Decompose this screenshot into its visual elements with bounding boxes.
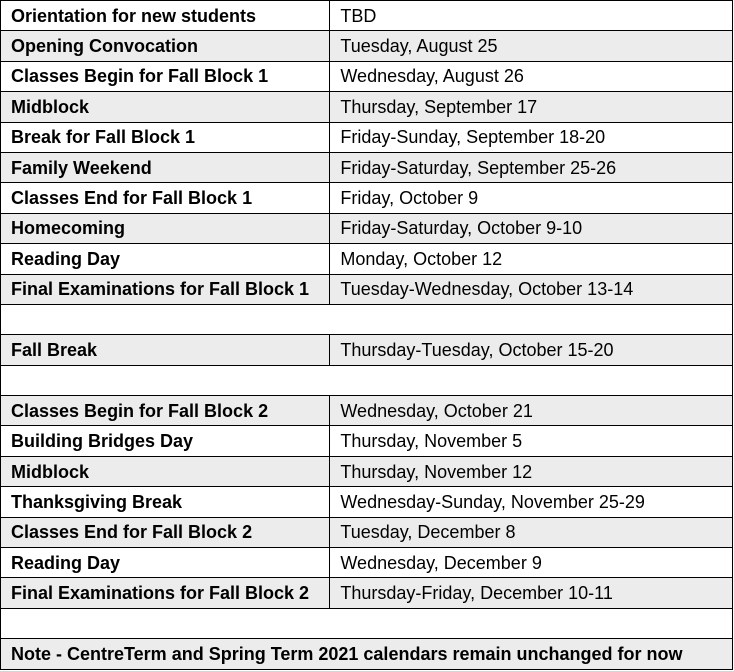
event-name-cell: Midblock <box>1 456 330 486</box>
event-name-cell: Orientation for new students <box>1 1 330 31</box>
event-date-cell: Tuesday-Wednesday, October 13-14 <box>330 274 733 304</box>
note-text: Note - CentreTerm and Spring Term 2021 calendars remain unchanged for now <box>1 639 733 669</box>
spacer-cell <box>1 365 733 395</box>
table-row <box>1 335 733 365</box>
spacer-row <box>1 365 733 395</box>
table-row <box>1 274 733 304</box>
table-row <box>1 122 733 152</box>
event-date-cell: Monday, October 12 <box>330 244 733 274</box>
table-row <box>1 61 733 91</box>
event-date-cell: Wednesday, August 26 <box>330 61 733 91</box>
event-date-cell: Friday-Sunday, September 18-20 <box>330 122 733 152</box>
event-date-cell: Tuesday, December 8 <box>330 517 733 547</box>
event-date-cell: Friday-Saturday, October 9-10 <box>330 213 733 243</box>
event-name-cell: Family Weekend <box>1 152 330 182</box>
table-row <box>1 517 733 547</box>
event-name-cell: Building Bridges Day <box>1 426 330 456</box>
event-name-cell: Classes Begin for Fall Block 2 <box>1 396 330 426</box>
event-name-cell: Opening Convocation <box>1 31 330 61</box>
table-row <box>1 183 733 213</box>
event-date-cell: Thursday, November 5 <box>330 426 733 456</box>
event-name-cell: Final Examinations for Fall Block 1 <box>1 274 330 304</box>
spacer-row <box>1 304 733 334</box>
event-name-cell: Homecoming <box>1 213 330 243</box>
event-name-cell: Final Examinations for Fall Block 2 <box>1 578 330 608</box>
event-name-cell: Break for Fall Block 1 <box>1 122 330 152</box>
table-row <box>1 396 733 426</box>
event-date-cell: Friday-Saturday, September 25-26 <box>330 152 733 182</box>
note-row <box>1 639 733 669</box>
event-date-cell: Thursday-Tuesday, October 15-20 <box>330 335 733 365</box>
event-name-cell: Thanksgiving Break <box>1 487 330 517</box>
event-name-cell: Classes Begin for Fall Block 1 <box>1 61 330 91</box>
table-row <box>1 548 733 578</box>
event-date-cell: Tuesday, August 25 <box>330 31 733 61</box>
event-date-cell: Wednesday, October 21 <box>330 396 733 426</box>
spacer-row <box>1 608 733 638</box>
event-date-cell: Thursday, November 12 <box>330 456 733 486</box>
table-row <box>1 426 733 456</box>
table-row <box>1 456 733 486</box>
event-date-cell: Wednesday-Sunday, November 25-29 <box>330 487 733 517</box>
event-name-cell: Midblock <box>1 92 330 122</box>
event-name-cell: Fall Break <box>1 335 330 365</box>
table-row <box>1 578 733 608</box>
table-row <box>1 487 733 517</box>
event-name-cell: Classes End for Fall Block 1 <box>1 183 330 213</box>
table-row <box>1 31 733 61</box>
spacer-cell <box>1 304 733 334</box>
table-row <box>1 213 733 243</box>
event-name-cell: Reading Day <box>1 548 330 578</box>
event-name-cell: Classes End for Fall Block 2 <box>1 517 330 547</box>
table-row <box>1 1 733 31</box>
event-date-cell: Friday, October 9 <box>330 183 733 213</box>
event-date-cell: TBD <box>330 1 733 31</box>
event-date-cell: Thursday, September 17 <box>330 92 733 122</box>
event-name-cell: Reading Day <box>1 244 330 274</box>
table-row <box>1 92 733 122</box>
event-date-cell: Wednesday, December 9 <box>330 548 733 578</box>
spacer-cell <box>1 608 733 638</box>
table-row <box>1 244 733 274</box>
table-row <box>1 152 733 182</box>
event-date-cell: Thursday-Friday, December 10-11 <box>330 578 733 608</box>
calendar-table-body <box>1 1 733 670</box>
